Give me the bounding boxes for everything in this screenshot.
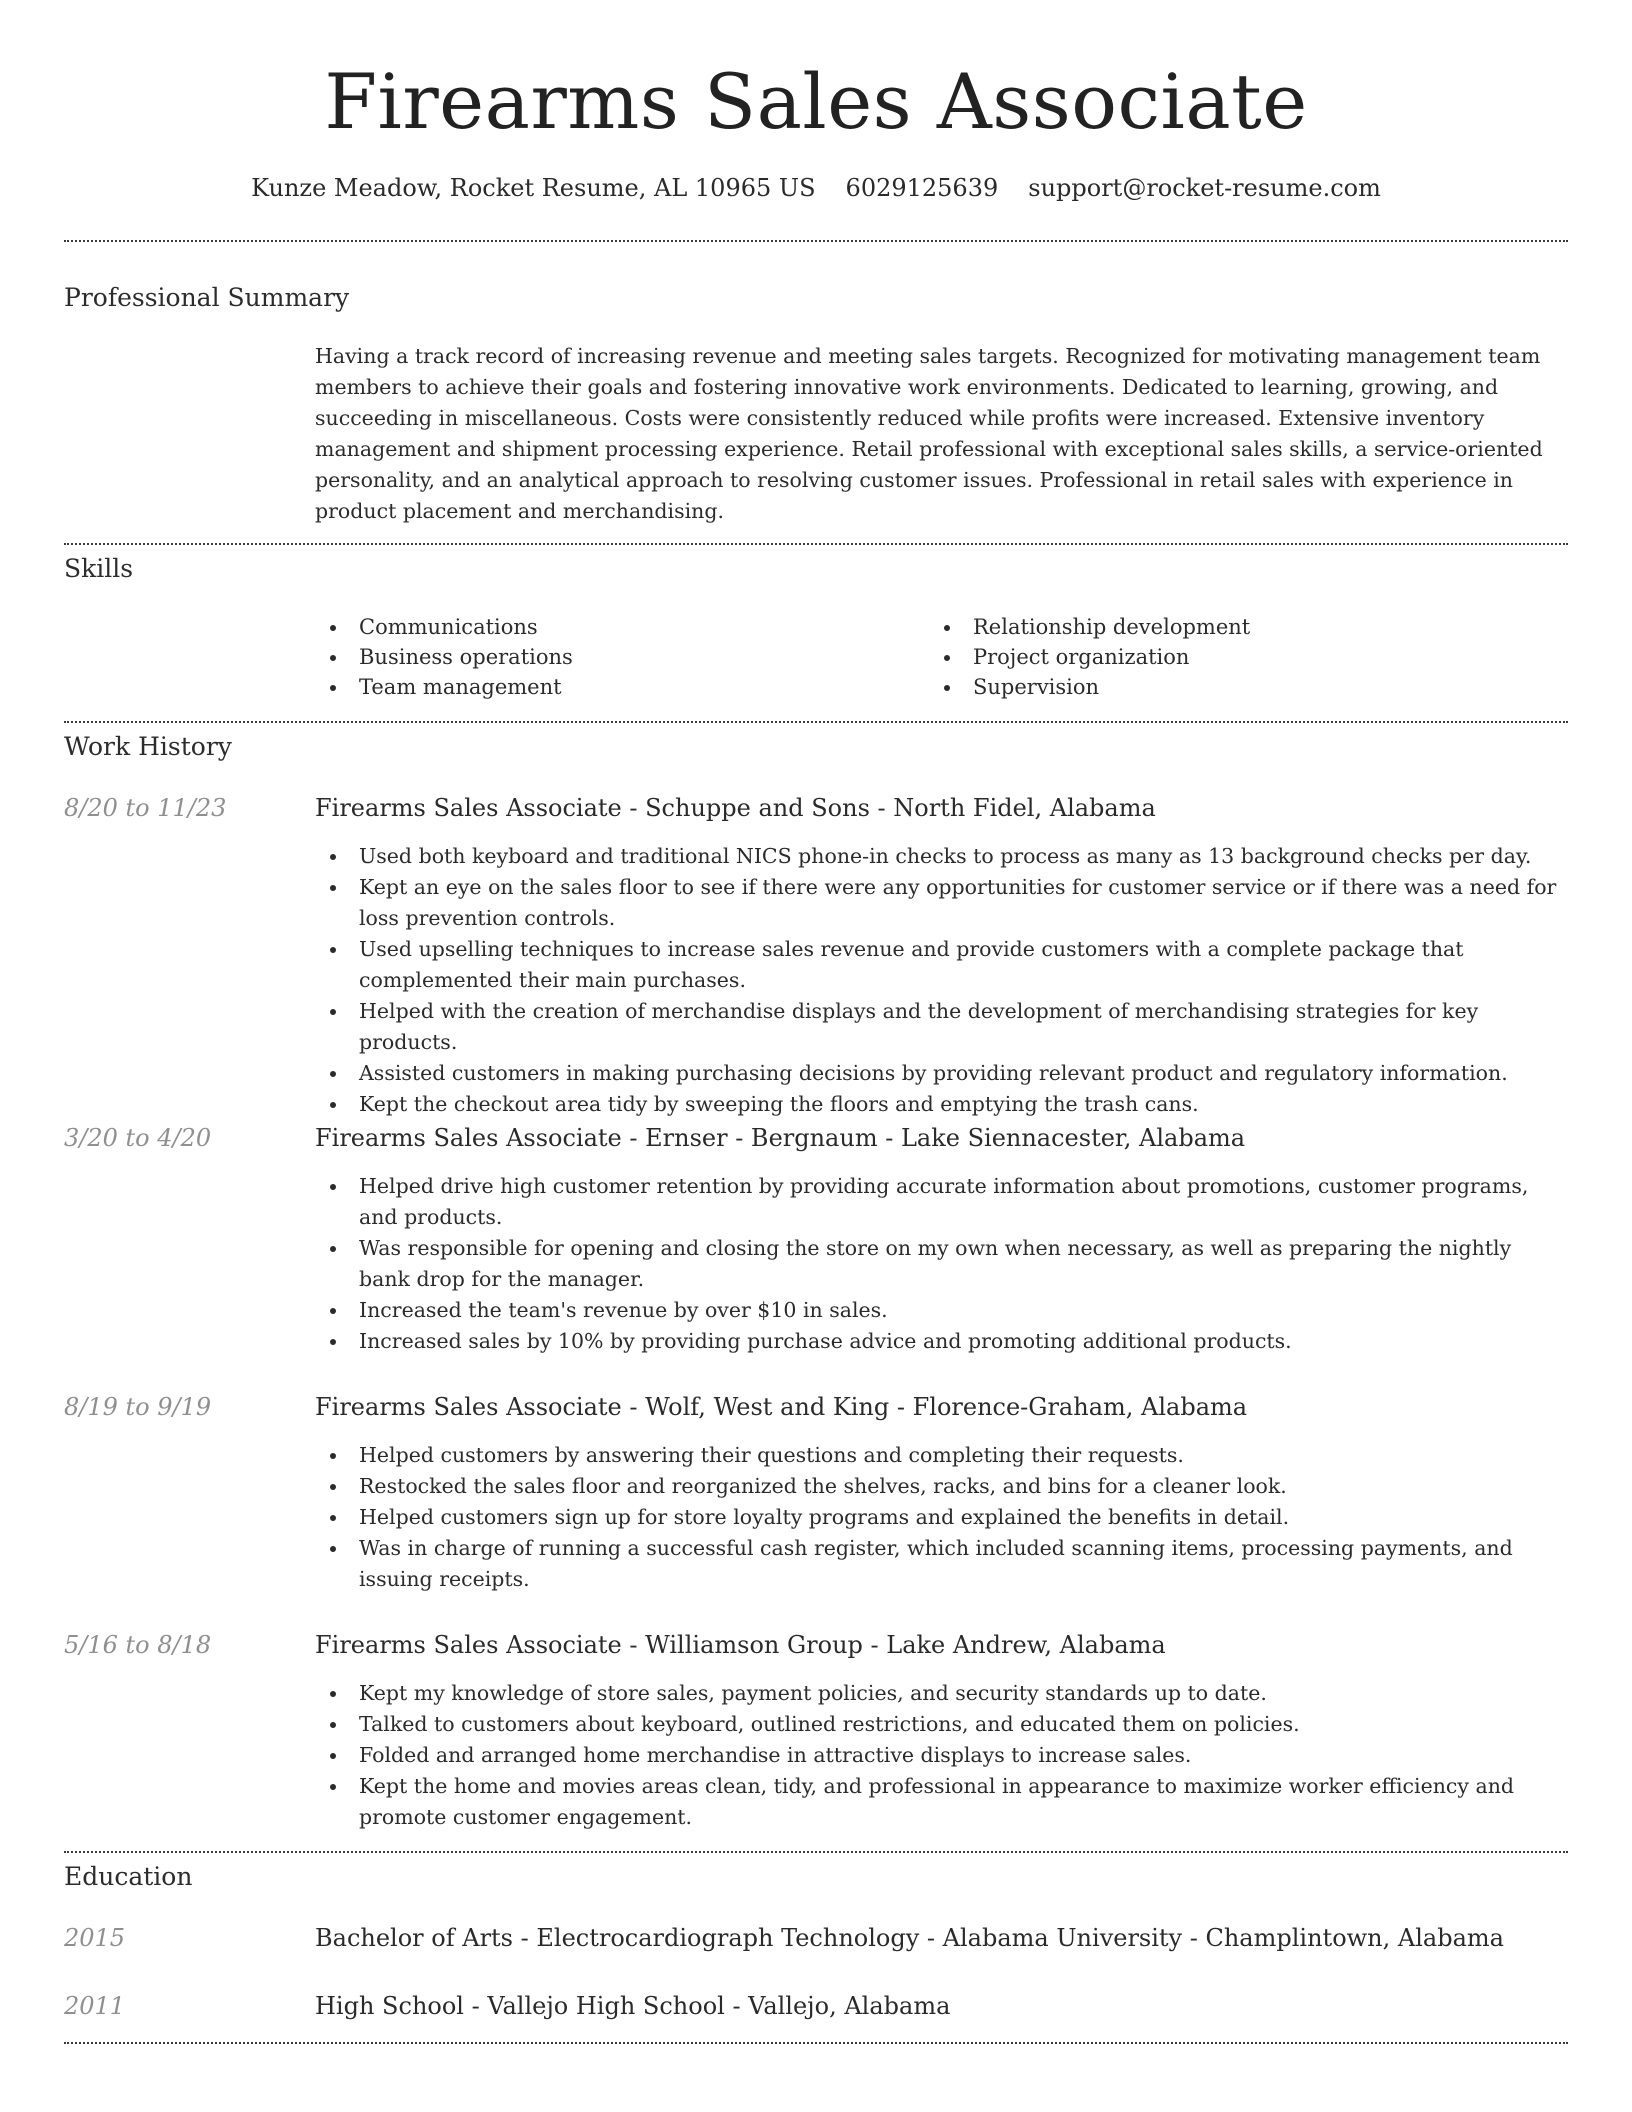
skill-item: Relationship development — [929, 612, 1549, 642]
job-bullet-list — [315, 1171, 1568, 1357]
skill-item: Supervision — [929, 672, 1549, 702]
education-year: 2011 — [64, 1992, 126, 2020]
divider — [64, 240, 1568, 242]
job-bullet: Helped with the creation of merchandise displays and the development of merchandising strategies for key products. — [315, 996, 1568, 1058]
job-bullet-list — [315, 841, 1568, 1120]
job-bullet: Kept an eye on the sales floor to see if there were any opportunities for customer service or if there was a need for loss prevention controls. — [315, 872, 1568, 934]
contact-address: Kunze Meadow, Rocket Resume, AL 10965 US — [251, 174, 816, 202]
skill-item: Team management — [315, 672, 915, 702]
job-bullet: Helped drive high customer retention by providing accurate information about promotions, customer programs, and products. — [315, 1171, 1568, 1233]
job-bullet: Kept the checkout area tidy by sweeping the floors and emptying the trash cans. — [315, 1089, 1568, 1120]
contact-email: support@rocket-resume.com — [1028, 174, 1381, 202]
section-title-work-history: Work History — [64, 732, 232, 761]
divider — [64, 1851, 1568, 1853]
job-bullet: Restocked the sales floor and reorganized the shelves, racks, and bins for a cleaner look. — [315, 1471, 1568, 1502]
page-title: Firearms Sales Associate — [324, 57, 1308, 146]
job-bullet-list — [315, 1678, 1568, 1833]
skill-item: Business operations — [315, 642, 915, 672]
job-dates: 8/20 to 11/23 — [64, 794, 227, 822]
divider — [64, 543, 1568, 545]
skills-list-left — [315, 612, 915, 702]
job-bullet: Increased the team's revenue by over $10 in sales. — [315, 1295, 1568, 1326]
skill-item: Project organization — [929, 642, 1549, 672]
section-title-summary: Professional Summary — [64, 283, 350, 312]
summary-text: Having a track record of increasing revenue and meeting sales targets. Recognized for motivating management team members to achieve their goals and fostering innovative work environments. Dedicated to learning, growing, and succeeding in miscellaneous. Costs were consistently reduced while profits were increased. Extensive inventory management and shipment processing experience. Retail professional with exceptional sales skills, a service-oriented personality, and an analytical approach to resolving customer issues. Professional in retail sales with experience in product placement and merchandising. — [315, 344, 1543, 523]
job-title: Firearms Sales Associate - Schuppe and Sons - North Fidel, Alabama — [315, 794, 1156, 822]
job-bullet: Talked to customers about keyboard, outlined restrictions, and educated them on policies. — [315, 1709, 1568, 1740]
job-bullet: Helped customers by answering their questions and completing their requests. — [315, 1440, 1568, 1471]
job-bullet: Assisted customers in making purchasing decisions by providing relevant product and regulatory information. — [315, 1058, 1568, 1089]
job-bullet: Kept the home and movies areas clean, tidy, and professional in appearance to maximize worker efficiency and promote customer engagement. — [315, 1771, 1568, 1833]
job-bullet-list — [315, 1440, 1568, 1595]
job-title: Firearms Sales Associate - Wolf, West and King - Florence-Graham, Alabama — [315, 1393, 1248, 1421]
skill-item: Communications — [315, 612, 915, 642]
skills-list-right — [929, 612, 1549, 702]
job-title: Firearms Sales Associate - Williamson Group - Lake Andrew, Alabama — [315, 1631, 1166, 1659]
job-dates: 8/19 to 9/19 — [64, 1393, 212, 1421]
job-title: Firearms Sales Associate - Ernser - Bergnaum - Lake Siennacester, Alabama — [315, 1124, 1246, 1152]
job-bullet: Folded and arranged home merchandise in attractive displays to increase sales. — [315, 1740, 1568, 1771]
education-year: 2015 — [64, 1924, 126, 1952]
contact-line — [0, 171, 1632, 205]
job-bullet: Used both keyboard and traditional NICS phone-in checks to process as many as 13 background checks per day. — [315, 841, 1568, 872]
section-title-skills: Skills — [64, 554, 134, 583]
job-bullet: Kept my knowledge of store sales, payment policies, and security standards up to date. — [315, 1678, 1568, 1709]
job-bullet: Helped customers sign up for store loyalty programs and explained the benefits in detail. — [315, 1502, 1568, 1533]
section-title-education: Education — [64, 1862, 193, 1891]
job-bullet: Used upselling techniques to increase sales revenue and provide customers with a complete package that complemented their main purchases. — [315, 934, 1568, 996]
education-entry: High School - Vallejo High School - Vallejo, Alabama — [315, 1992, 951, 2020]
divider — [64, 2042, 1568, 2044]
divider — [64, 721, 1568, 723]
job-bullet: Increased sales by 10% by providing purchase advice and promoting additional products. — [315, 1326, 1568, 1357]
job-dates: 3/20 to 4/20 — [64, 1124, 212, 1152]
job-bullet: Was in charge of running a successful cash register, which included scanning items, processing payments, and issuing receipts. — [315, 1533, 1568, 1595]
education-entry: Bachelor of Arts - Electrocardiograph Technology - Alabama University - Champlintown, Alabama — [315, 1924, 1504, 1952]
job-bullet: Was responsible for opening and closing the store on my own when necessary, as well as preparing the nightly bank drop for the manager. — [315, 1233, 1568, 1295]
job-dates: 5/16 to 8/18 — [64, 1631, 212, 1659]
contact-phone: 6029125639 — [845, 174, 999, 202]
